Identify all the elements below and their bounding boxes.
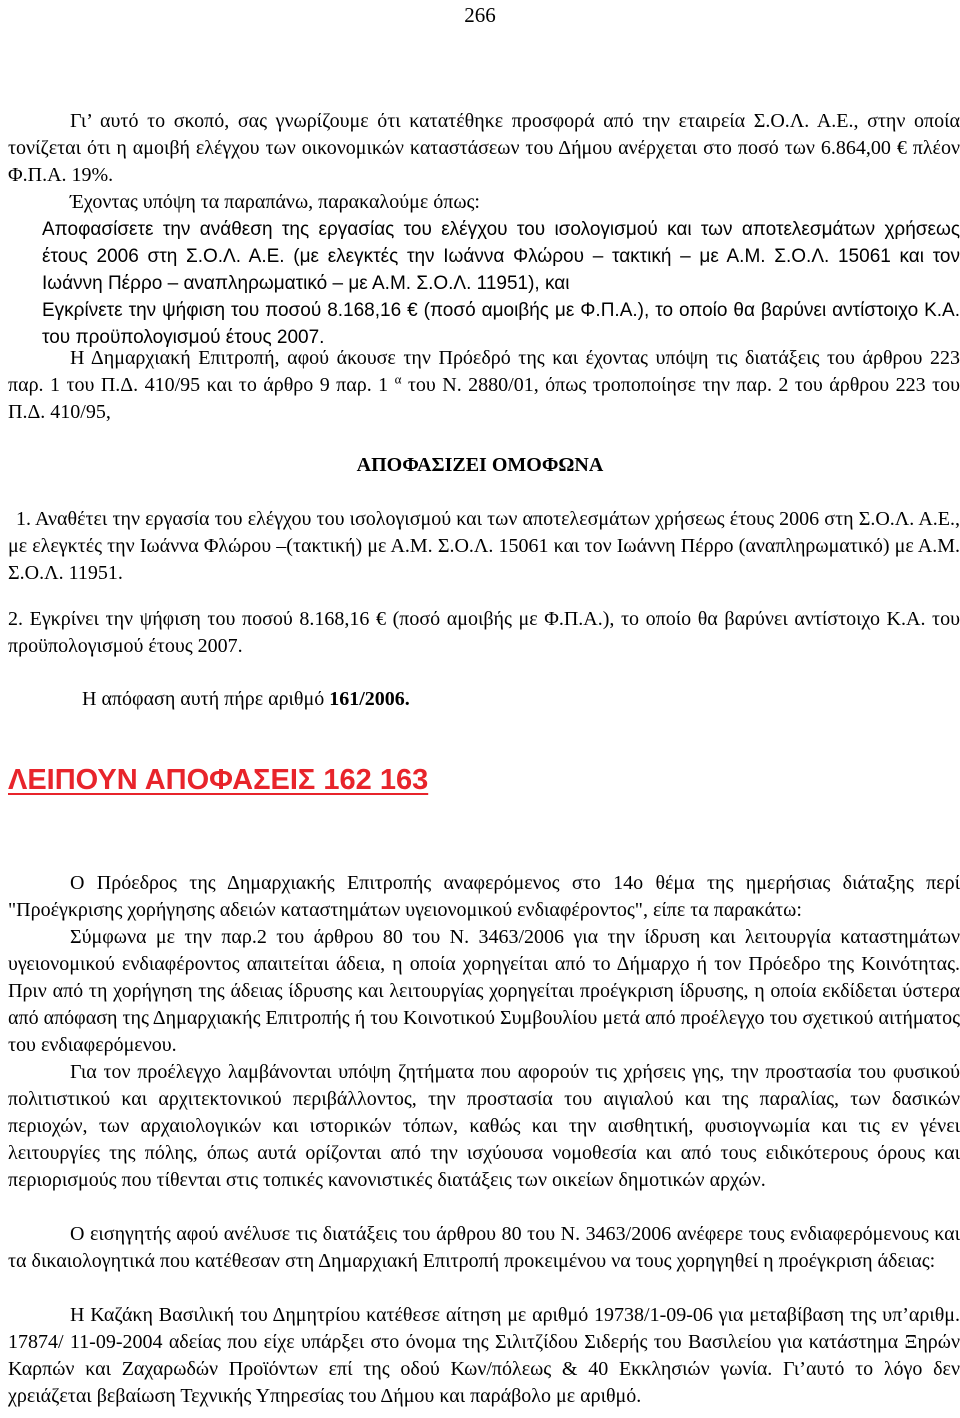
decision-number-label: Η απόφαση αυτή πήρε αριθμό xyxy=(82,688,330,710)
request-number xyxy=(8,216,42,243)
page-number: 266 xyxy=(464,3,496,27)
request-item-2 xyxy=(8,297,960,351)
request-number xyxy=(8,297,42,324)
unanimous-heading: ΑΠΟΦΑΣΙΖΕΙ ΟΜΟΦΩΝΑ xyxy=(356,454,604,476)
body-paragraph-5: Η Καζάκη Βασιλική του Δημητρίου κατέθεσε αίτηση με αριθμό 19738/1-09-06 για μεταβίβαση της υπ’αριθμ. 17874/ 11-09-2004 αδείας που είχε υπάρξει στο όνομα της Σιλιτζίδου Σιδερής του Βασιλείου για κατάστημα Ξηρών Καρπών και Ζαχαρωδών Προϊόντων επί της οδού Κων/πόλεως & 40 Εκκλησιών γωνία. Γι’αυτό το λόγο δεν χρειάζεται βεβαίωση Τεχνικής Υπηρεσίας του Δήμου και παράβολο με αριθμό. xyxy=(8,1304,960,1407)
decision-1: 1. Αναθέτει την εργασία του ελέγχου του ισολογισμού και των αποτελεσμάτων χρήσεως έτους 2006 στη Σ.Ο.Λ. Α.Ε., με ελεγκτές την Ιωάννα Φλώρου –(τακτική) με Α.Μ. Σ.Ο.Λ. 15061 και τον Ιωάννη Πέρρο (αναπληρωματικό) με Α.Μ. Σ.Ο.Λ. 11951. xyxy=(8,508,960,584)
body-paragraph-2: Σύμφωνα με την παρ.2 του άρθρου 80 του Ν. 3463/2006 για την ίδρυση και λειτουργία καταστημάτων υγειονομικού ενδιαφέροντος απαιτείται άδεια, η οποία χορηγείται από το Δήμαρχο ή τον Πρόεδρο της Κοινότητας. Πριν από τη χορήγηση της άδειας ίδρυσης και λειτουργίας χορηγείται προέγκριση ίδρυσης, η οποία εκδίδεται ύστερα από απόφαση της Δημαρχιακής Επιτροπής ή του Κοινοτικού Συμβουλίου μετά από προέλεγχο του σχετικού αιτήματος του ενδιαφερόμενου. xyxy=(8,926,960,1056)
request-item-1 xyxy=(8,216,960,297)
committee-paragraph xyxy=(8,345,960,426)
decision-2: 2. Εγκρίνει την ψήφιση του ποσού 8.168,16 € (ποσό αμοιβής με Φ.Π.Α.), το οποίο θα βαρύνει αντίστοιχο Κ.Α. του προϋπολογισμού έτους 2007. xyxy=(8,608,960,657)
body-paragraph-4: Ο εισηγητής αφού ανέλυσε τις διατάξεις του άρθρου 80 του Ν. 3463/2006 ανέφερε τους ενδιαφερόμενους και τα δικαιολογητικά που κατέθεσαν στη Δημαρχιακή Επιτροπή προκειμένου να τους χορηγηθεί η προέγκριση άδειας: xyxy=(8,1223,960,1272)
intro-request-line: Έχοντας υπόψη τα παραπάνω, παρακαλούμε όπως: xyxy=(70,191,480,213)
intro-paragraph: Γι’ αυτό το σκοπό, σας γνωρίζουμε ότι κατατέθηκε προσφορά από την εταιρεία Σ.Ο.Λ. Α.Ε., στην οποία τονίζεται ότι η αμοιβή ελέγχου των οικονομικών καταστάσεων του Δήμου ανέρχεται στο ποσό των 6.864,00 € πλέον Φ.Π.Α. 19%. xyxy=(8,110,960,186)
decision-number: 161/2006. xyxy=(329,688,410,710)
body-paragraph-3: Για τον προέλεγχο λαμβάνονται υπόψη ζητήματα που αφορούν τις χρήσεις γης, την προστασία του φυσικού πολιτιστικού και αρχιτεκτονικού περιβάλλοντος, την προστασία του αιγιαλού και της παραλίας, των δασικών περιοχών, των αρχαιολογικών και ιστορικών τόπων, καθώς και την αισθητική, φυσιογνωμία και τις εν γένει λειτουργίες της πόλης, όπως αυτά ορίζονται από την ισχύουσα νομοθεσία και από τους ειδικότερους όρους και περιορισμούς που τίθενται στις τοπικές κανονιστικές διατάξεις των οικείων δημοτικών αρχών. xyxy=(8,1061,960,1191)
committee-text-cont: του Ν. 2880/01, όπως τροποποίησε την παρ. 2 του άρθρου 223 του Π.Δ. 410/95, xyxy=(8,374,960,423)
body-paragraph-1: Ο Πρόεδρος της Δημαρχιακής Επιτροπής αναφερόμενος στο 14ο θέμα της ημερήσιας διάταξης περί "Προέγκρισης χορήγησης αδειών καταστημάτων υγειονομικού ενδιαφέροντος", είπε τα παρακάτω: xyxy=(8,872,960,921)
superscript: α xyxy=(394,371,402,387)
request-text: Εγκρίνετε την ψήφιση του ποσού 8.168,16 € (ποσό αμοιβής με Φ.Π.Α.), το οποίο θα βαρύνει αντίστοιχο Κ.Α. του προϋπολογισμού έτους 2007. xyxy=(42,300,960,348)
committee-text: Η Δημαρχιακή Επιτροπή, αφού άκουσε την Πρόεδρό της και έχοντας υπόψη τις διατάξεις του άρθρου 223 παρ. 1 του Π.Δ. 410/95 και το άρθρο 9 παρ. 1 xyxy=(8,347,960,396)
decision-number-line xyxy=(82,686,410,713)
missing-decisions-heading: ΛΕΙΠΟΥΝ ΑΠΟΦΑΣΕΙΣ 162 163 xyxy=(8,764,429,796)
request-text: Αποφασίσετε την ανάθεση της εργασίας του ελέγχου του ισολογισμού και των αποτελεσμάτων χρήσεως έτους 2006 στη Σ.Ο.Λ. Α.Ε. (με ελεγκτές την Ιωάννα Φλώρου – τακτική – με Α.Μ. Σ.Ο.Λ. 15061 και τον Ιωάννη Πέρρο – αναπληρωματικό – με Α.Μ. Σ.Ο.Λ. 11951), και xyxy=(42,219,960,294)
